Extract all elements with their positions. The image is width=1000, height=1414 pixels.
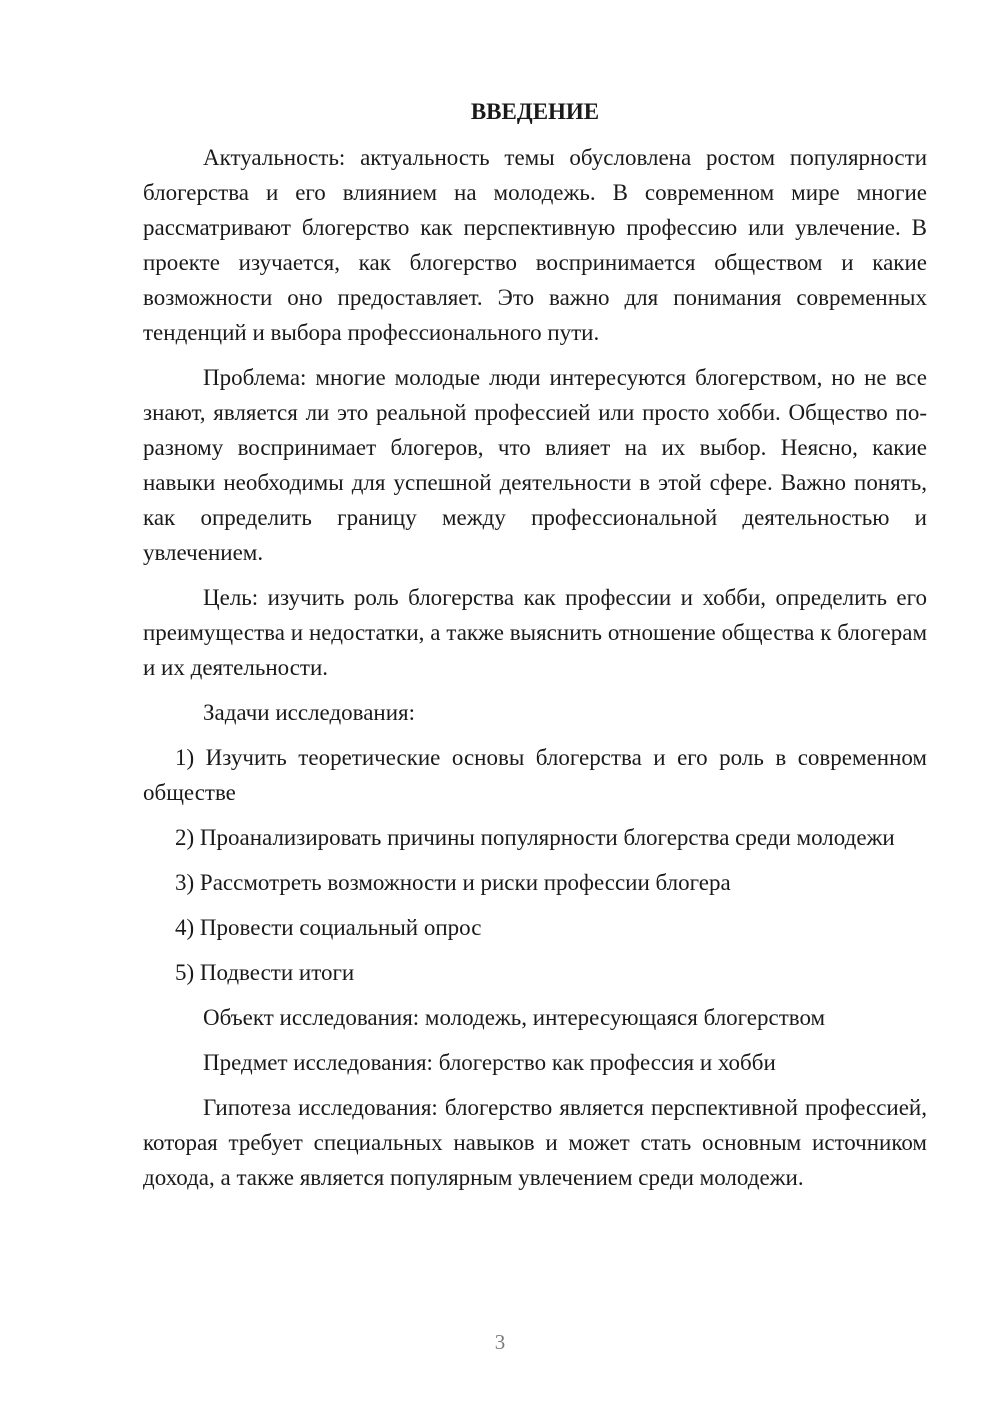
relevance-paragraph: Актуальность: актуальность темы обусловлена ростом популярности блогерства и его влиянием на молодежь. В современном мире многие рассматривают блогерство как перспективную профессию или увлечение. В проекте изучается, как блогерство воспринимается обществом и какие возможности оно предоставляет. Это важно для понимания современных тенденций и выбора профессионального пути. [143,145,927,345]
object-paragraph: Объект исследования: молодежь, интересующаяся блогерством [203,1005,826,1030]
problem-paragraph: Проблема: многие молодые люди интересуются блогерством, но не все знают, является ли это реальной профессией или просто хобби. Общество по-разному воспринимает блогеров, что влияет на их выбор. Неясно, какие навыки необходимы для успешной деятельности в этой сфере. Важно понять, как определить границу между профессиональной деятельностью и увлечением. [143,365,927,565]
page-title: ВВЕДЕНИЕ [470,99,600,124]
page-content [143,94,927,1205]
task-item-5: 5) Подвести итоги [175,960,355,985]
task-item-3: 3) Рассмотреть возможности и риски профессии блогера [175,870,731,895]
task-item-4: 4) Провести социальный опрос [175,915,482,940]
tasks-heading: Задачи исследования: [203,700,416,725]
subject-paragraph: Предмет исследования: блогерство как профессия и хобби [203,1050,776,1075]
task-item-2: 2) Проанализировать причины популярности блогерства среди молодежи [175,825,895,850]
hypothesis-paragraph: Гипотеза исследования: блогерство является перспективной профессией, которая требует специальных навыков и может стать основным источником дохода, а также является популярным увлечением среди молодежи. [143,1095,927,1190]
goal-paragraph: Цель: изучить роль блогерства как профессии и хобби, определить его преимущества и недостатки, а также выяснить отношение общества к блогерам и их деятельности. [143,585,927,680]
page-number: 3 [494,1330,506,1354]
task-item-1: 1) Изучить теоретические основы блогерства и его роль в современном обществе [143,745,927,805]
